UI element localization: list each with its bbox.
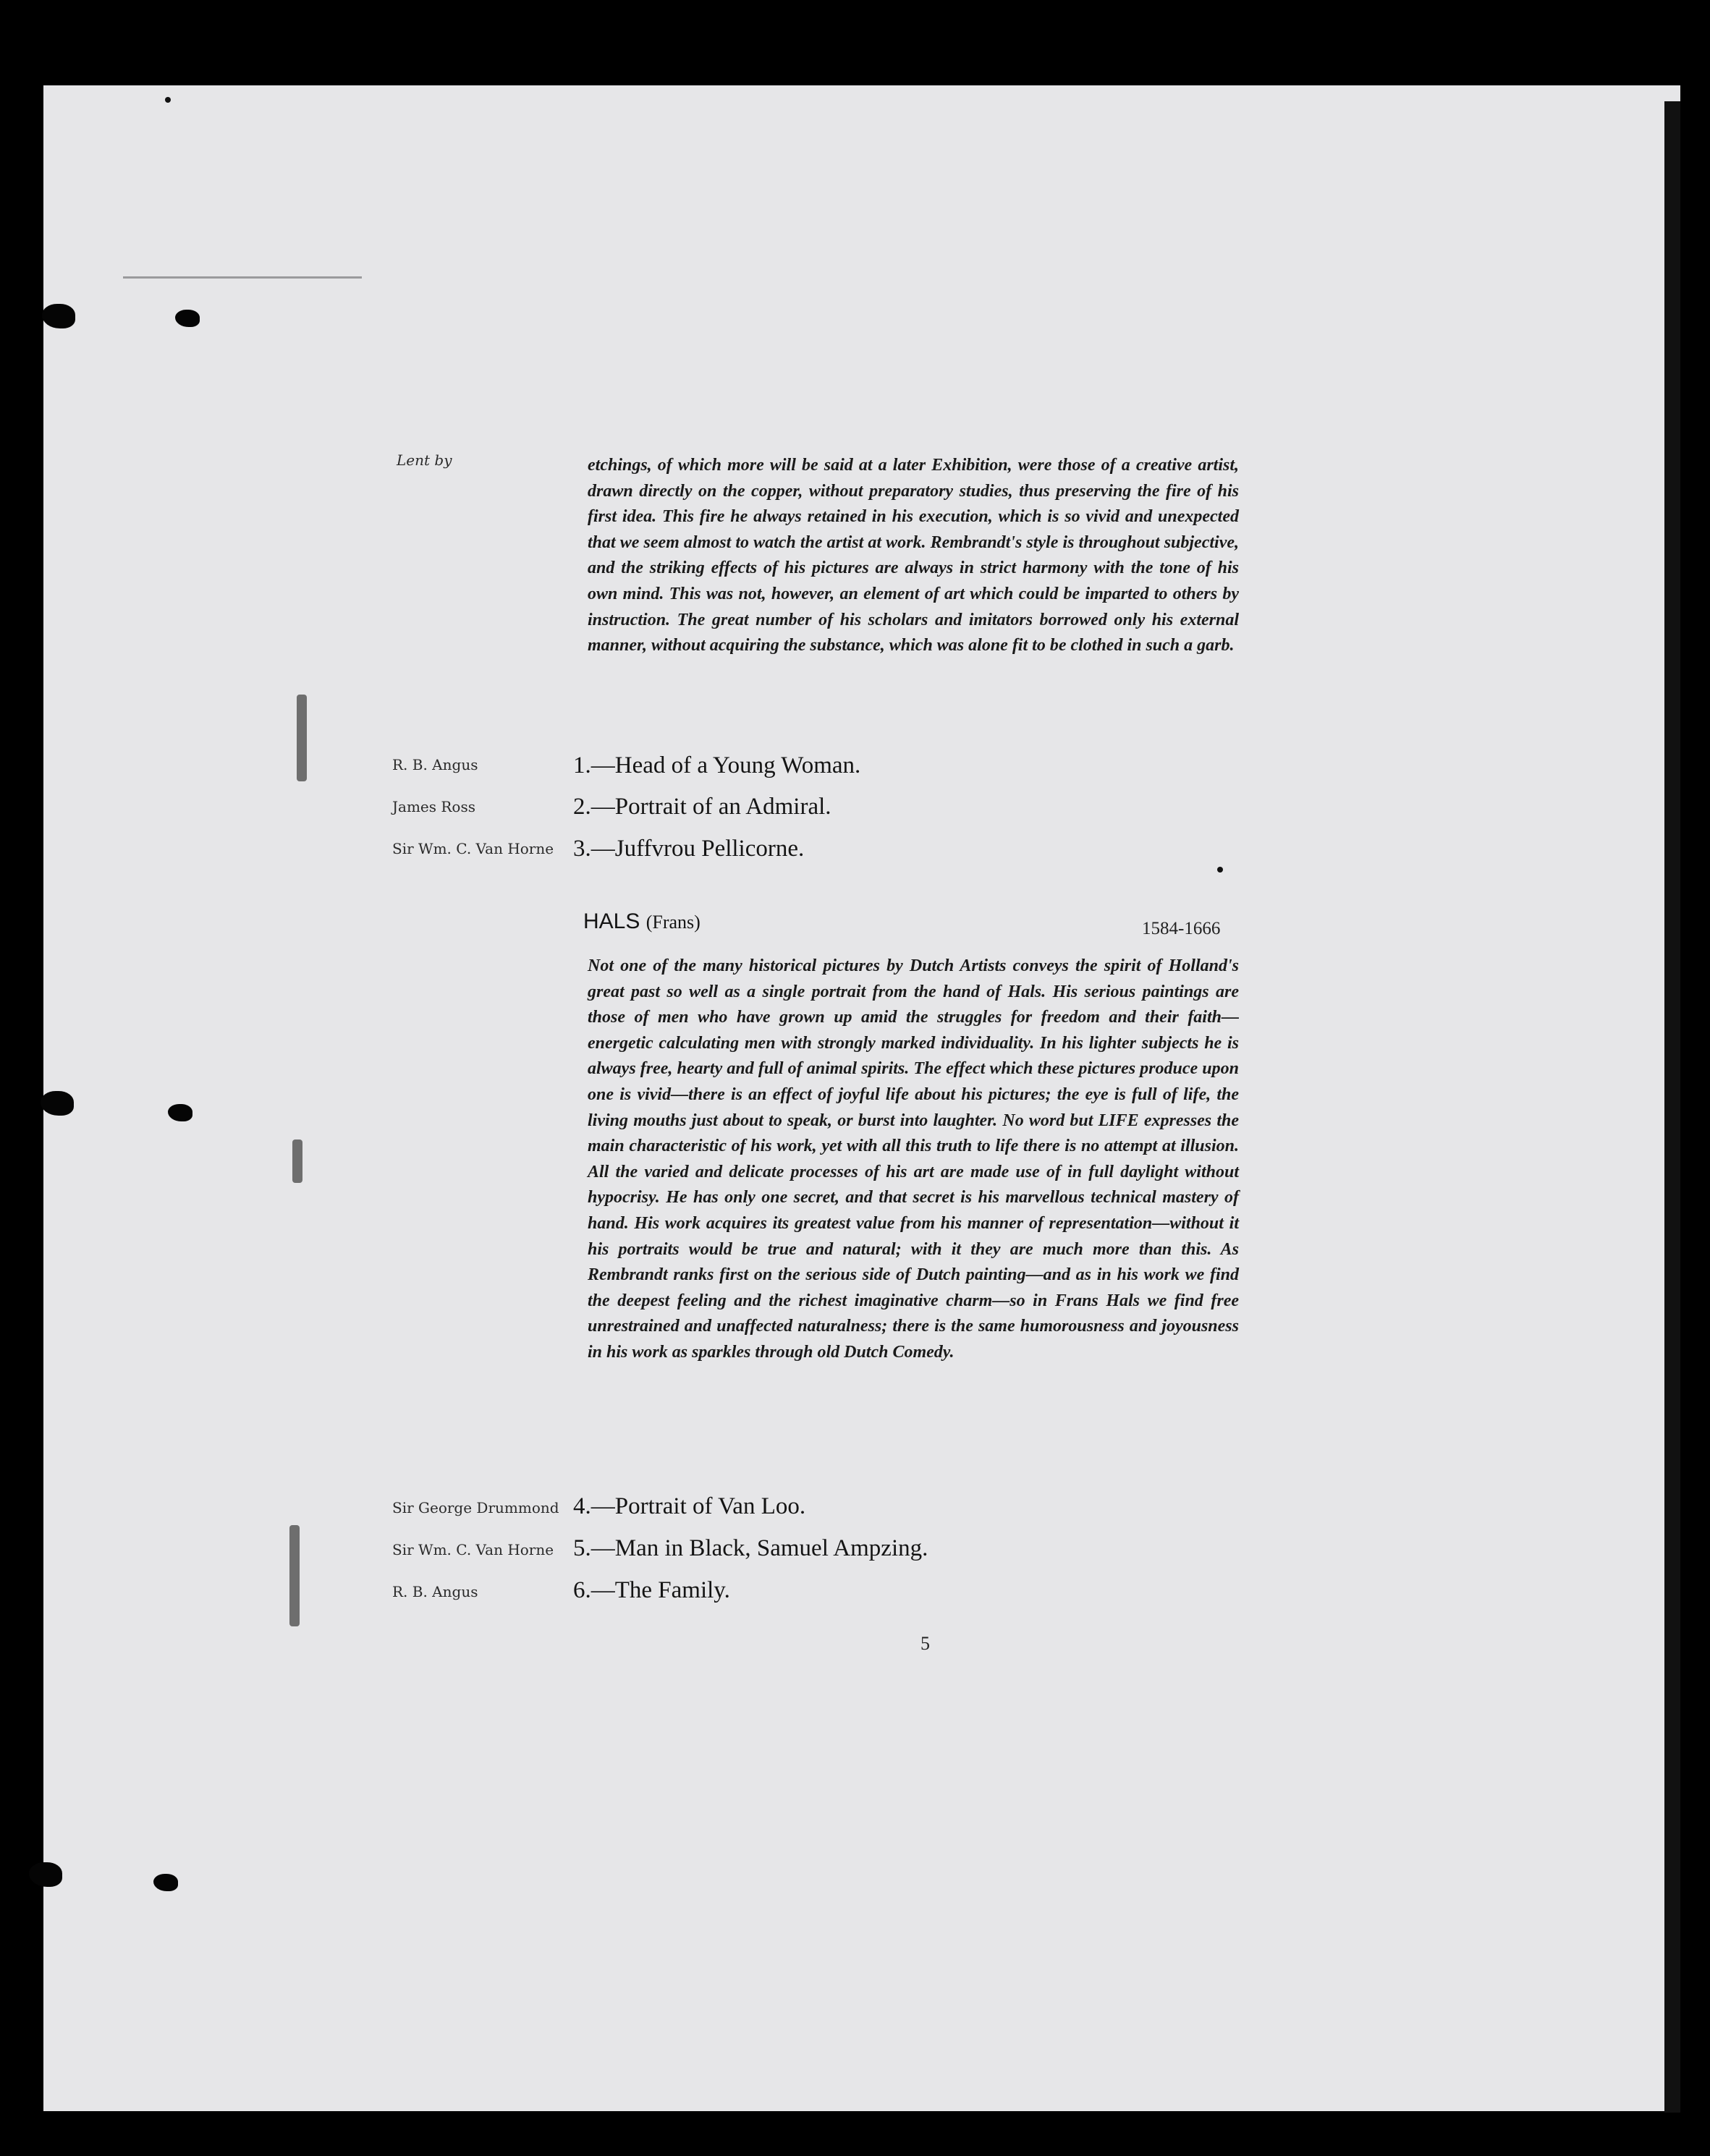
artist-surname: HALS [583,909,640,933]
lent-by-label: Lent by [397,451,452,469]
catalogue-item: 5.—Man in Black, Samuel Ampzing. [573,1535,928,1561]
artist-given-name: (Frans) [646,912,700,933]
lender-name: Sir George Drummond [392,1499,559,1516]
catalogue-item: 4.—Portrait of Van Loo. [573,1493,806,1519]
page-number: 5 [920,1633,930,1654]
lender-name: R. B. Angus [392,1583,478,1600]
hals-paragraph [588,954,1239,1366]
catalogue-item: 3.—Juffvrou Pellicorne. [573,836,805,862]
catalogue-item: 1.—Head of a Young Woman. [573,752,861,778]
paragraph-text: etchings, of which more will be said at a later Exhibition, were those of a creative artist, drawn directly on the copper, without preparatory studies, thus preserving the fire of his first idea. This fire he always retained in his execution, which is so vivid and unexpected that we seem almost to watch the artist at work. Rembrandt's style is throughout subjective, and the striking effects of his pictures are always in strict harmony with the tone of his own mind. This was not, however, an element of art which could be imparted to others by instruction. The great number of his scholars and imitators borrowed only his external manner, without acquiring the substance, which was alone fit to be clothed in such a garb. [588,456,1239,655]
lender-name: Sir Wm. C. Van Horne [392,840,554,857]
paragraph-text: Not one of the many historical pictures by Dutch Artists conveys the spirit of Holland's great past so well as a single portrait from the hand of Hals. His serious paintings are those of men who have grown up amid the struggles for freedom and their faith—energetic calculating men with strongly marked individuality. In his lighter subjects he is always free, hearty and full of animal spirits. The effect which these pictures produce upon one is vivid—there is an effect of joyful life about his pictures; the eye is full of life, the living mouths just about to speak, or burst into laughter. No word but LIFE expresses the main characteristic of his work, yet with all this truth to life there is no attempt at illusion. All the varied and delicate processes of his art are made use of in full daylight without hypocrisy. He has only one secret, and that secret is his marvellous technical mastery of hand. His work acquires its greatest value from his manner of representation—without it his portraits would be true and natural; with it they are much more than this. As Rembrandt ranks first on the serious side of Dutch painting—and as in his work we find the deepest feeling and the richest imaginative charm—so in Frans Hals we find free unrestrained and unaffected naturalness; there is the same humorousness and joyousness in his work as sparkles through old Dutch Comedy. [588,956,1239,1362]
catalogue-item: 6.—The Family. [573,1577,730,1603]
lender-name: James Ross [392,798,475,815]
catalogue-item: 2.—Portrait of an Admiral. [573,794,831,820]
rembrandt-paragraph [588,453,1239,659]
lender-name: R. B. Angus [392,756,478,773]
artist-dates: 1584-1666 [1142,919,1221,938]
artist-heading [583,909,700,934]
lender-name: Sir Wm. C. Van Horne [392,1541,554,1558]
